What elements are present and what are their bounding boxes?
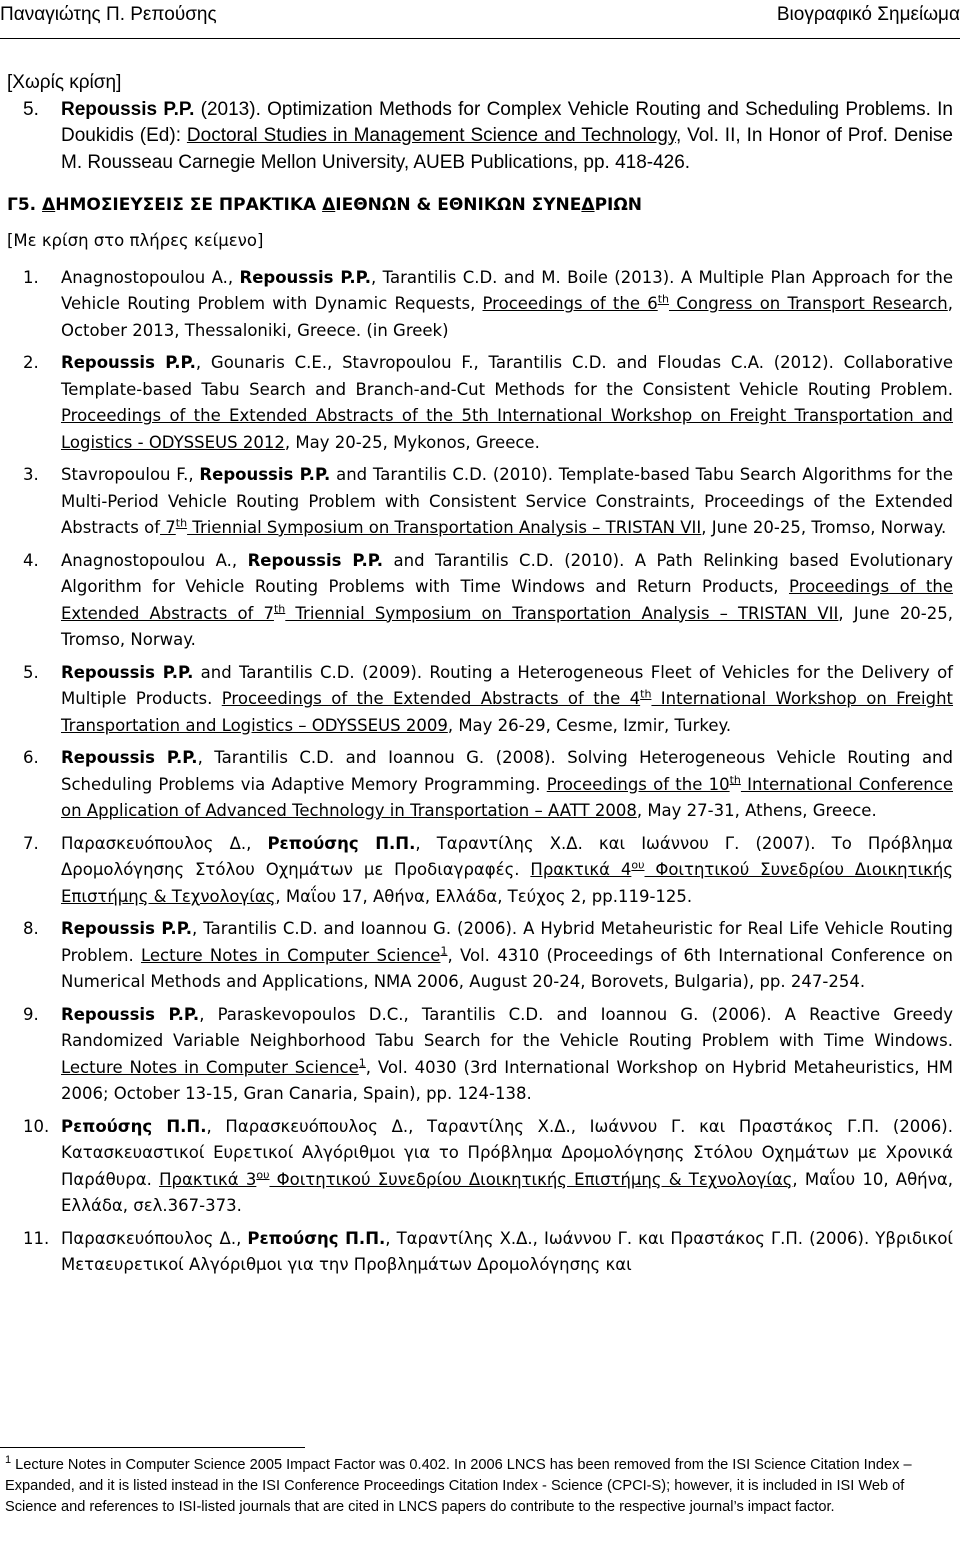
item-text-tail: , Μαΐου 17, Αθήνα, Ελλάδα, Τεύχος 2, pp.119-125. — [275, 886, 693, 906]
item-text: , Παρασκευόπουλος Δ., Ταραντίλης Χ.Δ., Ιωάννου Γ. και Πραστάκος Γ.Π. (2006). Κατασκευαστικοί Ευρετικοί Αλγόριθμοι για το Πρόβλημα Δρομολόγησης Στόλου Οχημάτων με Χρονικά Παράθυρα. — [61, 1116, 953, 1189]
item-text: Παρασκευόπουλος Δ., — [61, 833, 268, 853]
item-superscript: th — [729, 773, 741, 786]
item-link: Lecture Notes in Computer Science — [61, 1057, 359, 1077]
page-header — [0, 0, 960, 39]
page-body — [7, 70, 953, 1279]
item-link: Congress on Transport Research — [669, 294, 948, 313]
publication-item — [7, 350, 953, 456]
item-text: , Tarantilis C.D. and Ioannou G. (2006). A Hybrid Metaheuristic for Real Life Vehicle Routing Problem. — [61, 919, 953, 965]
item-number: 7. — [23, 833, 39, 853]
item-link: Proceedings of the 10 — [546, 774, 730, 794]
item-number: 10. — [23, 1116, 50, 1136]
item-link: Proceedings of the Extended Abstracts of the 5th International Workshop on Freight Transportation and Logistics - ODYSSEUS 2012 — [61, 406, 953, 452]
item-text-tail: , May 26-29, Cesme, Izmir, Turkey. — [447, 715, 732, 735]
no-review-label: [Χωρίς κρίση] — [7, 72, 122, 93]
item-text: , Ταραντίλης Χ.Δ. και Ιωάννου Γ. (2007). Το Πρόβλημα Δρομολόγησης Στόλου Οχημάτων με Προδιαγραφές. — [61, 833, 954, 879]
item-author-bold: Repoussis P.P. — [61, 1004, 200, 1024]
item-text: , Tarantilis C.D. and Ioannou G. (2008). Solving Heterogeneous Vehicle Routing and Scheduling Problems via Adaptive Memory Programming. — [61, 748, 953, 794]
item-link: Lecture Notes in Computer Science — [141, 945, 441, 965]
item-text-tail: , May 20-25, Mykonos, Greece. — [284, 432, 540, 452]
item-text: , Tarantilis C.D. and M. Boile (2013). A Multiple Plan Approach for the Vehicle Routing Problem with Dynamic Requests, — [61, 267, 953, 313]
item-link: Doctoral Studies in Management Science and Technology — [186, 125, 676, 146]
item-link: 7 — [160, 518, 176, 537]
item-author-bold: Repoussis P.P. — [199, 465, 331, 484]
item-text: Stavropoulou F., — [61, 465, 200, 484]
item-link: Φοιτητικού Συνεδρίου Διοικητικής Επιστήμης & Τεχνολογίας — [269, 1169, 793, 1189]
item-number: 8. — [23, 919, 39, 938]
item-text: and Tarantilis C.D. (2010). Template-based Tabu Search Algorithms for the Multi-Period Vehicle Routing Problem with Consistent Service Constraints, Proceedings of the Extended Abstracts of — [61, 465, 953, 537]
item-superscript: th — [175, 516, 188, 530]
footnote-text: Lecture Notes in Computer Science 2005 Impact Factor was 0.402. In 2006 LNCS has been removed from the ISI Science Citation Index – Expanded, and it is listed instead in the ISI Conference Proceedings Citation Index - Science (CPCI-S); however, it is included in ISI Web of Science and references to ISI-listed journals that are cited in LNCS papers do contribute to the respective journal’s impact factor. — [5, 1457, 912, 1515]
non-reviewed-item-5 — [7, 97, 953, 177]
item-text: Anagnostopoulou A., — [61, 550, 248, 570]
item-superscript: 1 — [440, 944, 448, 957]
item-author-bold: Repoussis P.P. — [239, 267, 371, 287]
item-number: 11. — [23, 1228, 50, 1248]
item-author-bold: Repoussis P.P. — [61, 919, 193, 938]
item-text-tail: , June 20-25, Tromso, Norway. — [701, 518, 947, 537]
item-author-bold: Repoussis P.P. — [61, 662, 194, 682]
item-link: Triennial Symposium on Transportation Analysis – TRISTAN VII — [285, 603, 839, 623]
item-text-tail: , October 2013, Thessaloniki, Greece. (in Greek) — [61, 294, 954, 340]
footnote-divider — [0, 1447, 305, 1448]
item-text: , Paraskevopoulos D.C., Tarantilis C.D. and Ioannou G. (2006). A Reactive Greedy Randomized Variable Neighborhood Tabu Search for the Vehicle Routing Problem with Time Windows. — [61, 1004, 953, 1050]
header-document-title: Βιογραφικό Σημείωμα — [776, 4, 960, 25]
publication-item — [7, 660, 953, 740]
item-text: Παρασκευόπουλος Δ., — [61, 1228, 248, 1248]
publication-item — [7, 462, 953, 542]
item-text-tail: , May 27-31, Athens, Greece. — [636, 801, 877, 820]
item-text: (2013). Optimization Methods for Complex Vehicle Routing and Scheduling Problems. In Doukidis (Ed): — [61, 98, 954, 146]
header-author: Παναγιώτης Π. Ρεπούσης — [0, 4, 217, 25]
item-text-tail: , Vol. 4030 (3rd International Workshop on Hybrid Metaheuristics, HM 2006; October 13-15, Gran Canaria, Spain), pp. 124-138. — [61, 1057, 953, 1103]
item-link: International Conference on Application of Advanced Technology in Transportation – AATT 2008 — [61, 774, 953, 820]
publication-item — [7, 916, 953, 996]
item-author-bold: Repoussis P.P. — [247, 550, 384, 570]
item-number: 1. — [23, 267, 39, 287]
item-number: 3. — [23, 465, 39, 484]
publication-item — [7, 1226, 953, 1279]
item-link: Proceedings of the 6 — [482, 294, 658, 313]
item-text: , Gounaris C.E., Stavropoulou F., Tarantilis C.D. and Floudas C.A. (2012). Collaborative Template-based Tabu Search and Branch-and-Cut Methods for the Consistent Vehicle Routing Problem. — [61, 353, 953, 399]
item-number: 5. — [23, 98, 39, 120]
publication-item — [7, 831, 953, 911]
item-superscript: 1 — [358, 1056, 366, 1069]
item-superscript: th — [640, 687, 652, 701]
item-text-tail: , Μαΐου 10, Αθήνα, Ελλάδα, σελ.367-373. — [61, 1169, 953, 1215]
publication-item — [7, 1002, 953, 1108]
item-author-bold: Repoussis P.P. — [61, 353, 196, 372]
item-number: 2. — [23, 353, 39, 372]
item-number: 9. — [23, 1004, 39, 1024]
item-link: Triennial Symposium on Transportation Analysis – TRISTAN VII — [187, 518, 702, 537]
item-number: 4. — [23, 550, 39, 570]
item-link: International Workshop on Freight Transportation and Logistics – ODYSSEUS 2009 — [61, 689, 954, 735]
item-author-bold: Ρεπούσης Π.Π. — [267, 833, 416, 853]
item-link: Proceedings of the Extended Abstracts of 7 — [61, 577, 953, 623]
footnote-mark: 1 — [5, 1454, 12, 1467]
item-author-bold: Ρεπούσης Π.Π. — [61, 1116, 207, 1136]
item-author-bold: Ρεπούσης Π.Π. — [247, 1228, 386, 1248]
item-author-bold: Repoussis P.P. — [61, 98, 195, 120]
publication-list — [7, 265, 953, 1279]
item-text-tail: , Vol. 4310 (Proceedings of 6th International Conference on Numerical Methods and Applications, NMA 2006, August 20-24, Borovets, Bulgaria), pp. 247-254. — [61, 945, 953, 991]
item-link: Φοιτητικού Συνεδρίου Διοικητικής Επιστήμης & Τεχνολογίας — [61, 860, 954, 906]
item-link: Πρακτικά 3 — [159, 1169, 257, 1189]
item-text: and Tarantilis C.D. (2009). Routing a Heterogeneous Fleet of Vehicles for the Delivery of Multiple Products. — [61, 662, 953, 708]
item-number: 5. — [23, 662, 39, 682]
item-text-tail: , June 20-25, Tromso, Norway. — [61, 603, 953, 649]
publication-item — [7, 745, 953, 825]
item-author-bold: Repoussis P.P. — [61, 748, 198, 767]
item-text-tail: , Vol. II, In Honor of Prof. Denise M. Rousseau Carnegie Mellon University, AUEB Publications, pp. 418-426. — [61, 125, 953, 173]
item-superscript: th — [273, 602, 286, 615]
item-superscript: th — [657, 292, 670, 306]
section-title: Γ5. ΔΗΜΟΣΙΕΥΣΕΙΣ ΣΕ ΠΡΑΚΤΙΚΑ ΔΙΕΘΝΩΝ & ΕΘΝΙΚΩΝ ΣΥΝΕΔΡΙΩΝ — [7, 195, 643, 215]
footnote — [5, 1455, 955, 1518]
publication-item — [7, 265, 953, 345]
publication-item — [7, 1114, 953, 1220]
publication-item — [7, 548, 953, 654]
item-superscript: ου — [256, 1168, 270, 1181]
section-subtitle: [Με κρίση στο πλήρες κείμενο] — [7, 231, 264, 250]
item-text: Anagnostopoulou A., — [61, 267, 240, 287]
item-number: 6. — [23, 748, 39, 767]
item-link: Proceedings of the Extended Abstracts of the 4 — [221, 689, 641, 708]
item-link: Πρακτικά 4 — [530, 860, 632, 879]
item-superscript: ου — [631, 858, 645, 872]
item-text: , Ταραντίλης Χ.Δ., Ιωάννου Γ. και Πραστάκος Γ.Π. (2006). Υβριδικοί Μεταευρετικοί Αλγόριθμοι για την Προβλημάτων Δρομολόγησης και — [61, 1228, 954, 1274]
item-text: and Tarantilis C.D. (2010). A Path Relinking based Evolutionary Algorithm for Vehicle Routing Problems with Time Windows and Return Products, — [61, 550, 953, 596]
